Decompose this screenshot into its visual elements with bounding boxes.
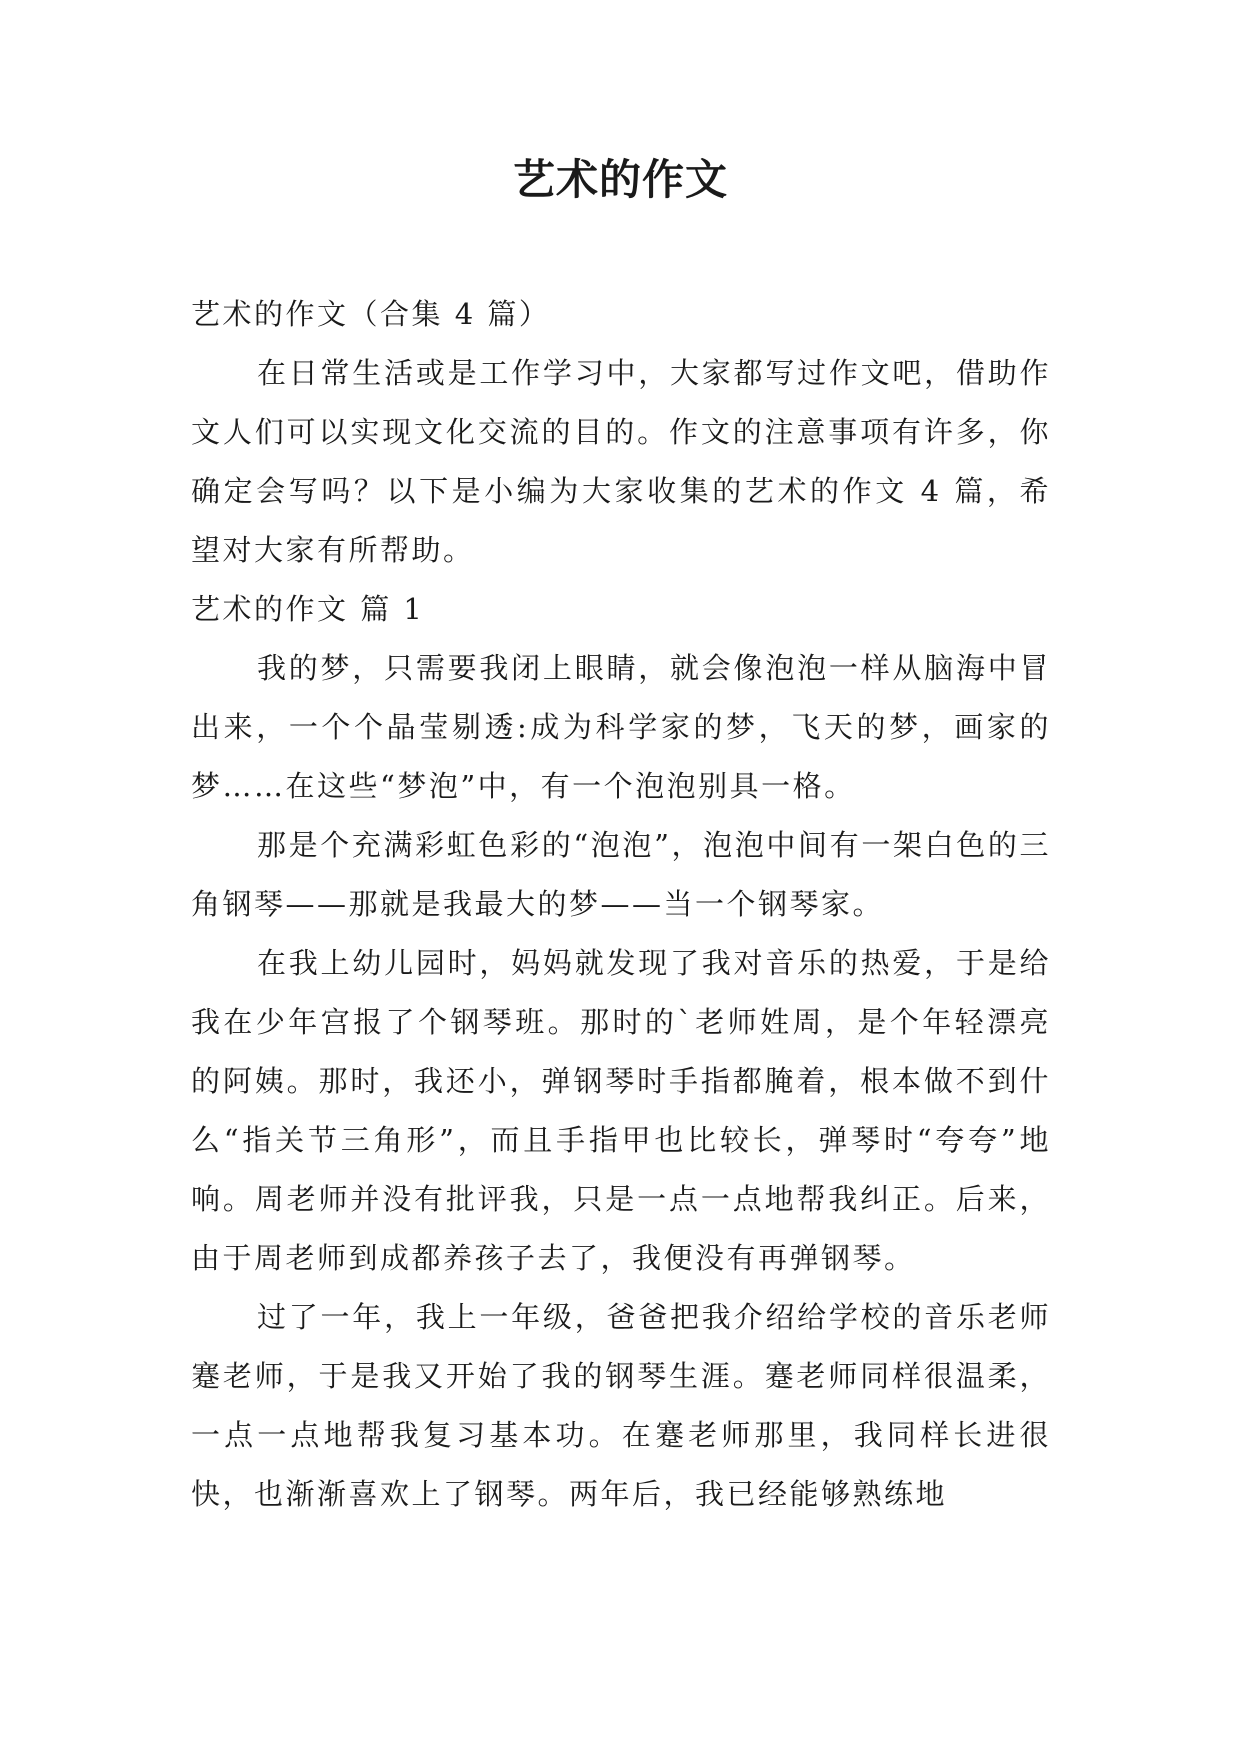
body-paragraph: 过了一年，我上一年级，爸爸把我介绍给学校的音乐老师蹇老师，于是我又开始了我的钢琴生涯。蹇老师同样很温柔，一点一点地帮我复习基本功。在蹇老师那里，我同样长进很快，也渐渐喜欢上了钢琴。两年后，我已经能够熟练地	[191, 1300, 1051, 1511]
body-paragraph: 在我上幼儿园时，妈妈就发现了我对音乐的热爱，于是给我在少年宫报了个钢琴班。那时的`老师姓周，是个年轻漂亮的阿姨。那时，我还小，弹钢琴时手指都腌着，根本做不到什么“指关节三角形”，而且手指甲也比较长，弹琴时“夸夸”地响。周老师并没有批评我，只是一点一点地帮我纠正。后来，由于周老师到成都养孩子去了，我便没有再弹钢琴。	[191, 946, 1051, 1275]
body-paragraph: 我的梦，只需要我闭上眼睛，就会像泡泡一样从脑海中冒出来，一个个晶莹剔透:成为科学家的梦，飞天的梦，画家的梦……在这些“梦泡”中，有一个泡泡别具一格。	[191, 651, 1051, 803]
collection-heading: 艺术的作文（合集 4 篇）	[191, 297, 551, 331]
document-title: 艺术的作文	[512, 155, 728, 204]
intro-paragraph: 在日常生活或是工作学习中，大家都写过作文吧，借助作文人们可以实现文化交流的目的。作文的注意事项有许多，你确定会写吗？以下是小编为大家收集的艺术的作文 4 篇，希望对大家有所帮助。	[191, 356, 1051, 567]
section-heading: 艺术的作文 篇 1	[191, 592, 425, 626]
document-body	[191, 285, 1051, 1524]
body-paragraph: 那是个充满彩虹色彩的“泡泡”，泡泡中间有一架白色的三角钢琴——那就是我最大的梦——当一个钢琴家。	[191, 828, 1051, 921]
